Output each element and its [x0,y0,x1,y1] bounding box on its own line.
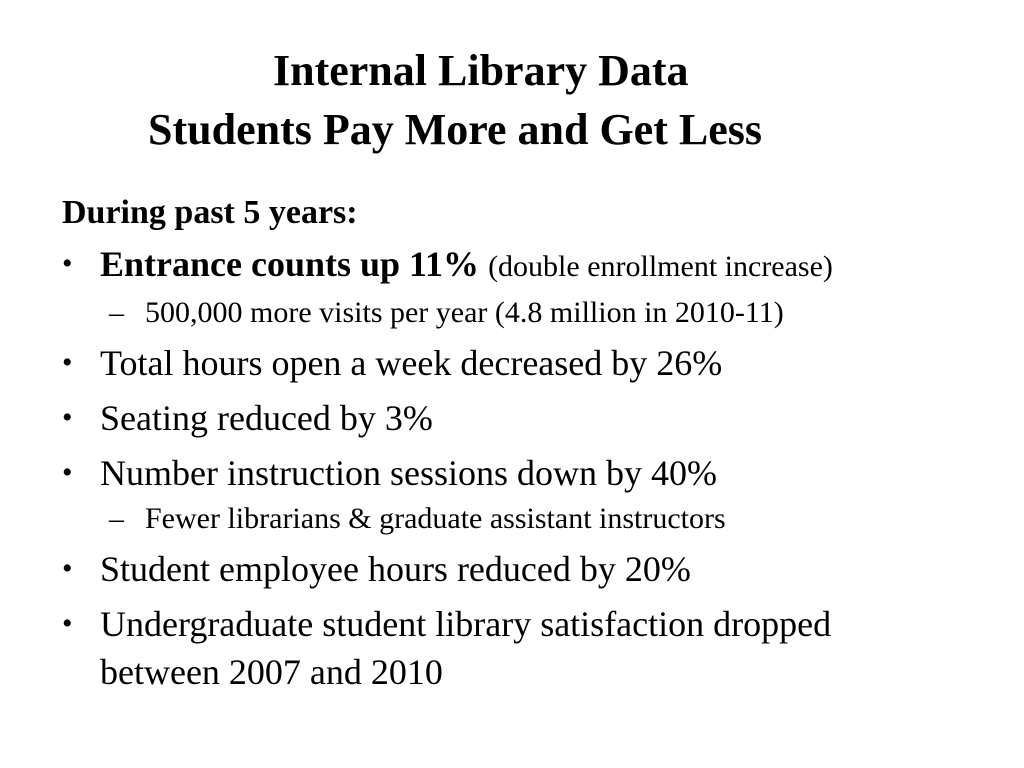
bullet-icon: • [62,401,73,434]
bullet-icon: • [62,607,73,640]
bullet-item-text: Number instruction sessions down by 40% [100,453,717,493]
sub-item-visits [62,293,982,333]
dash-icon: – [109,502,124,535]
bullet-item-text: Total hours open a week decreased by 26% [100,343,723,383]
bullet-item-text-line-1: Undergraduate student library satisfaction dropped [100,604,832,644]
bullet-item-hours-open [62,339,982,387]
slide-body [62,192,982,696]
slide-title-line-2: Students Pay More and Get Less [148,105,762,154]
bullet-item-text: Seating reduced by 3% [100,398,433,438]
bullet-item-bold-text: Entrance counts up 11% [100,244,480,284]
bullet-item-text: Student employee hours reduced by 20% [100,549,691,589]
sub-item-text: 500,000 more visits per year (4.8 million in 2010-11) [145,296,784,329]
bullet-item-text-line-2: between 2007 and 2010 [100,652,443,692]
lead-text: During past 5 years: [62,194,358,231]
dash-icon: – [109,296,124,329]
sub-item-fewer-librarians [62,499,982,539]
bullet-icon: • [62,456,73,489]
bullet-item-entrance-counts [62,240,982,291]
bullet-item-satisfaction [62,600,982,696]
bullet-icon: • [62,552,73,585]
bullet-icon: • [62,346,73,379]
bullet-icon: • [62,247,73,280]
bullet-item-student-employee-hours [62,545,982,593]
bullet-item-note: (double enrollment increase) [488,250,833,283]
bullet-item-instruction-sessions [62,449,982,497]
slide-title-line-1: Internal Library Data [273,46,689,95]
bullet-item-seating [62,394,982,442]
sub-item-text: Fewer librarians & graduate assistant instructors [145,502,726,535]
